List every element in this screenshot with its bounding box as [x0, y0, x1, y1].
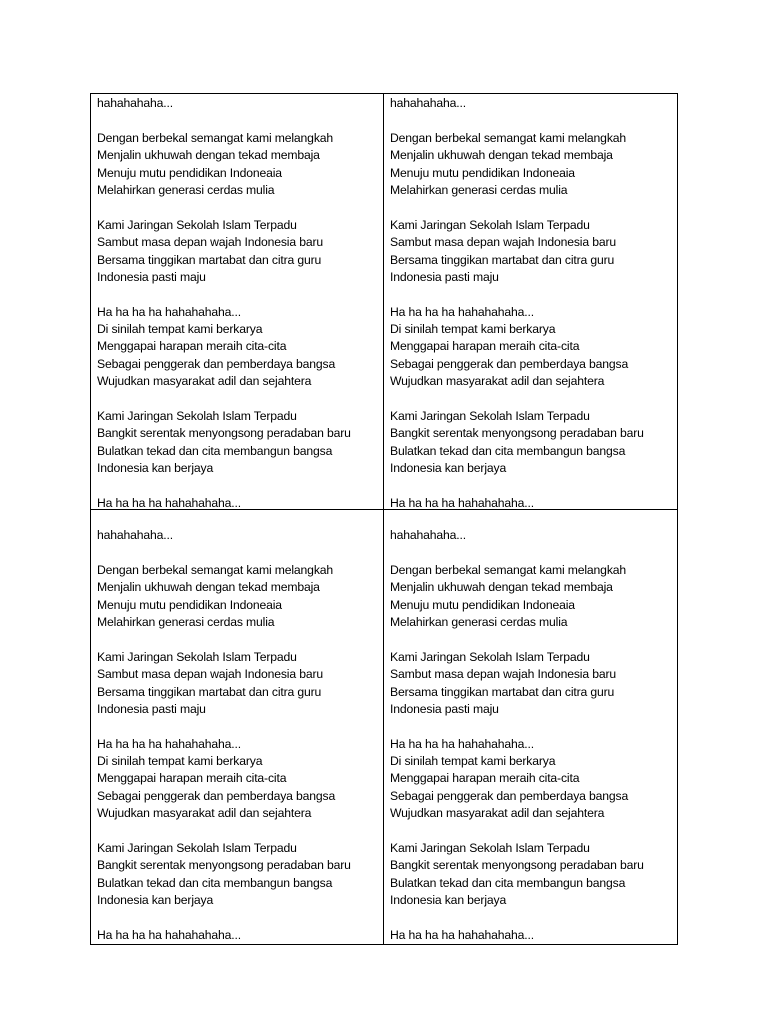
- stanza-gap: [97, 199, 377, 216]
- stanza-gap: [390, 718, 671, 735]
- stanza-gap: [97, 823, 377, 840]
- stanza-gap: [390, 910, 671, 927]
- chorus-line: Bangkit serentak menyongsong peradaban baru: [390, 426, 644, 441]
- verse-line: Melahirkan generasi cerdas mulia: [97, 614, 275, 629]
- chorus-line: Kami Jaringan Sekolah Islam Terpadu: [97, 649, 297, 664]
- chorus-line: Kami Jaringan Sekolah Islam Terpadu: [390, 409, 590, 424]
- chorus-line: Sambut masa depan wajah Indonesia baru: [97, 667, 324, 682]
- verse-line: Wujudkan masyarakat adil dan sejahtera: [390, 374, 605, 389]
- chorus-line: Sambut masa depan wajah Indonesia baru: [97, 235, 324, 250]
- verse-line: Melahirkan generasi cerdas mulia: [390, 614, 568, 629]
- chorus-line: Kami Jaringan Sekolah Islam Terpadu: [390, 649, 590, 664]
- stanza-gap: [390, 631, 671, 648]
- outro-line: Ha ha ha ha hahahahaha...: [390, 495, 534, 510]
- intro-line: hahahahaha...: [97, 96, 173, 110]
- chorus-line: Indonesia kan berjaya: [390, 893, 507, 908]
- verse-line: Menuju mutu pendidikan Indoneaia: [390, 597, 575, 612]
- verse-line: Menggapai harapan meraih cita-cita: [390, 339, 580, 354]
- verse-line: Sebagai penggerak dan pemberdaya bangsa: [390, 356, 629, 371]
- chorus-line: Indonesia pasti maju: [390, 701, 499, 716]
- chorus-line: Sambut masa depan wajah Indonesia baru: [390, 667, 617, 682]
- verse-line: Sebagai penggerak dan pemberdaya bangsa: [390, 788, 629, 803]
- chorus-line: Indonesia pasti maju: [97, 269, 206, 284]
- verse-line: Wujudkan masyarakat adil dan sejahtera: [390, 806, 605, 821]
- stanza-gap: [390, 478, 671, 495]
- chorus-line: Kami Jaringan Sekolah Islam Terpadu: [97, 841, 297, 856]
- chorus-line: Kami Jaringan Sekolah Islam Terpadu: [390, 217, 590, 232]
- stanza-gap: [390, 199, 671, 216]
- verse-line: Menggapai harapan meraih cita-cita: [390, 771, 580, 786]
- verse-line: Dengan berbekal semangat kami melangkah: [97, 562, 334, 577]
- verse-line: Wujudkan masyarakat adil dan sejahtera: [97, 374, 312, 389]
- verse-line: Ha ha ha ha hahahahaha...: [390, 304, 534, 319]
- lyrics-cell-bottom-right: [384, 510, 677, 944]
- chorus-line: Bulatkan tekad dan cita membangun bangsa: [390, 875, 626, 890]
- verse-line: Melahirkan generasi cerdas mulia: [390, 182, 568, 197]
- chorus-line: Bersama tinggikan martabat dan citra guru: [97, 252, 322, 267]
- chorus-line: Bersama tinggikan martabat dan citra guru: [390, 252, 615, 267]
- verse-line: Menjalin ukhuwah dengan tekad membaja: [390, 148, 613, 163]
- chorus-line: Bangkit serentak menyongsong peradaban baru: [97, 426, 351, 441]
- stanza-gap: [390, 286, 671, 303]
- verse-line: Sebagai penggerak dan pemberdaya bangsa: [97, 356, 336, 371]
- verse-line: Menggapai harapan meraih cita-cita: [97, 339, 287, 354]
- verse-line: Dengan berbekal semangat kami melangkah: [390, 130, 627, 145]
- lyrics-cell-bottom-left: [91, 510, 384, 944]
- outro-line: Ha ha ha ha hahahahaha...: [97, 495, 241, 510]
- stanza-gap: [97, 718, 377, 735]
- chorus-line: Kami Jaringan Sekolah Islam Terpadu: [390, 841, 590, 856]
- verse-line: Dengan berbekal semangat kami melangkah: [97, 130, 334, 145]
- verse-line: Menggapai harapan meraih cita-cita: [97, 771, 287, 786]
- lyrics-table: [90, 93, 678, 945]
- lyrics-cell-top-left: [91, 94, 384, 510]
- verse-line: Menjalin ukhuwah dengan tekad membaja: [97, 148, 320, 163]
- stanza-gap: [97, 631, 377, 648]
- intro-line: hahahahaha...: [390, 96, 466, 110]
- verse-line: Menjalin ukhuwah dengan tekad membaja: [390, 580, 613, 595]
- verse-line: Ha ha ha ha hahahahaha...: [97, 736, 241, 751]
- intro-line: hahahahaha...: [390, 528, 466, 542]
- chorus-line: Kami Jaringan Sekolah Islam Terpadu: [97, 409, 297, 424]
- chorus-line: Kami Jaringan Sekolah Islam Terpadu: [97, 217, 297, 232]
- stanza-gap: [390, 823, 671, 840]
- stanza-gap: [390, 544, 671, 561]
- verse-line: Ha ha ha ha hahahahaha...: [390, 736, 534, 751]
- verse-line: Di sinilah tempat kami berkarya: [390, 754, 556, 769]
- stanza-gap: [97, 112, 377, 129]
- verse-line: Menuju mutu pendidikan Indoneaia: [97, 597, 282, 612]
- lyrics-cell-top-right: [384, 94, 677, 510]
- chorus-line: Bulatkan tekad dan cita membangun bangsa: [390, 443, 626, 458]
- chorus-line: Bersama tinggikan martabat dan citra guru: [390, 684, 615, 699]
- verse-line: Dengan berbekal semangat kami melangkah: [390, 562, 627, 577]
- chorus-line: Bangkit serentak menyongsong peradaban baru: [97, 858, 351, 873]
- verse-line: Menuju mutu pendidikan Indoneaia: [390, 165, 575, 180]
- verse-line: Di sinilah tempat kami berkarya: [97, 322, 263, 337]
- intro-line: hahahahaha...: [97, 528, 173, 542]
- chorus-line: Indonesia pasti maju: [390, 269, 499, 284]
- verse-line: Di sinilah tempat kami berkarya: [97, 754, 263, 769]
- stanza-gap: [97, 286, 377, 303]
- chorus-line: Indonesia pasti maju: [97, 701, 206, 716]
- stanza-gap: [97, 391, 377, 408]
- chorus-line: Bersama tinggikan martabat dan citra guru: [97, 684, 322, 699]
- chorus-line: Indonesia kan berjaya: [97, 893, 214, 908]
- verse-line: Menjalin ukhuwah dengan tekad membaja: [97, 580, 320, 595]
- stanza-gap: [390, 391, 671, 408]
- stanza-gap: [97, 478, 377, 495]
- chorus-line: Sambut masa depan wajah Indonesia baru: [390, 235, 617, 250]
- outro-line: Ha ha ha ha hahahahaha...: [390, 927, 534, 942]
- chorus-line: Bulatkan tekad dan cita membangun bangsa: [97, 443, 333, 458]
- stanza-gap: [97, 544, 377, 561]
- stanza-gap: [390, 112, 671, 129]
- verse-line: Wujudkan masyarakat adil dan sejahtera: [97, 806, 312, 821]
- verse-line: Ha ha ha ha hahahahaha...: [97, 304, 241, 319]
- chorus-line: Bangkit serentak menyongsong peradaban baru: [390, 858, 644, 873]
- chorus-line: Indonesia kan berjaya: [97, 461, 214, 476]
- verse-line: Sebagai penggerak dan pemberdaya bangsa: [97, 788, 336, 803]
- chorus-line: Indonesia kan berjaya: [390, 461, 507, 476]
- outro-line: Ha ha ha ha hahahahaha...: [97, 927, 241, 942]
- verse-line: Melahirkan generasi cerdas mulia: [97, 182, 275, 197]
- chorus-line: Bulatkan tekad dan cita membangun bangsa: [97, 875, 333, 890]
- verse-line: Di sinilah tempat kami berkarya: [390, 322, 556, 337]
- verse-line: Menuju mutu pendidikan Indoneaia: [97, 165, 282, 180]
- stanza-gap: [97, 910, 377, 927]
